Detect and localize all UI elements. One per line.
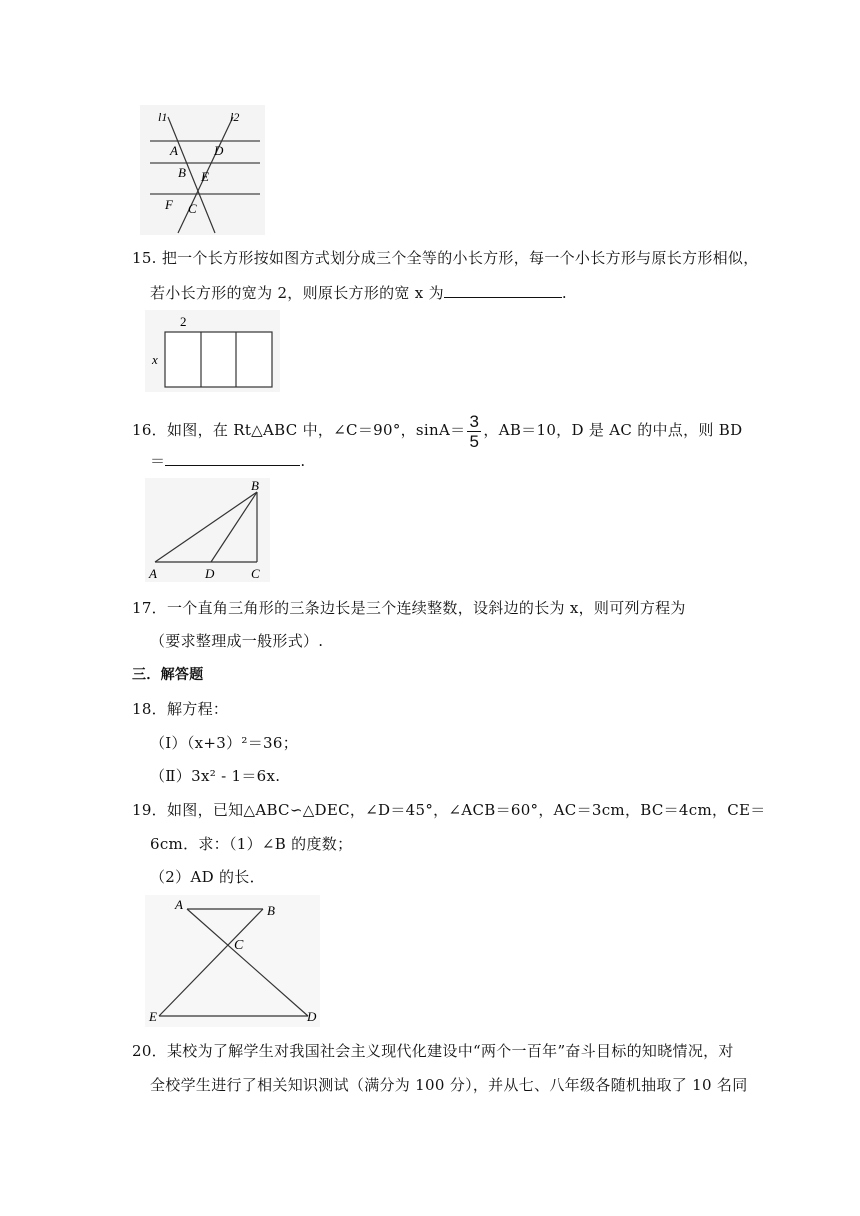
q17-line1: 17．一个直角三角形的三条边长是三个连续整数，设斜边的长为 x，则可列方程为 — [132, 599, 686, 617]
q16-eq: ＝ — [150, 452, 166, 470]
label-e: E — [149, 1009, 157, 1024]
q20-line2: 全校学生进行了相关知识测试（满分为 100 分），并从七、八年级各随机抽取了 10 名同 — [150, 1076, 748, 1094]
parallel-lines-figure — [140, 105, 265, 235]
q17-line2: （要求整理成一般形式）. — [150, 632, 324, 650]
q16-line1 — [132, 410, 742, 450]
q16-answer-blank — [165, 449, 300, 466]
label-a: A — [175, 897, 183, 912]
q19-line1: 19．如图，已知△ABC∽△DEC，∠D＝45°，∠ACB＝60°，AC＝3cm，BC＝4cm，CE＝ — [132, 801, 766, 819]
label-a: A — [149, 566, 157, 581]
label-c: C — [188, 201, 197, 216]
q16-line2 — [150, 449, 305, 472]
q16-text-b: ，AB＝10，D 是 AC 的中点，则 BD — [483, 421, 743, 439]
label-c: C — [234, 938, 244, 953]
rectangle-figure — [145, 310, 280, 392]
q15-period: . — [561, 284, 567, 302]
label-a: A — [170, 143, 178, 158]
label-d: D — [214, 143, 224, 158]
label-e: E — [201, 169, 209, 184]
label-l1: l1 — [158, 110, 168, 124]
label-f: F — [165, 197, 173, 212]
frac-numerator: 3 — [469, 411, 480, 431]
q18-part2: （Ⅱ）3x² - 1＝6x. — [150, 767, 281, 785]
label-x: x — [152, 352, 158, 367]
q19-line3: （2）AD 的长． — [150, 868, 265, 886]
fraction-3-5 — [467, 413, 481, 450]
frac-denominator: 5 — [469, 431, 480, 451]
label-b: B — [251, 478, 259, 493]
q15-line2 — [150, 281, 567, 304]
q16-period: . — [300, 452, 306, 470]
label-l2: l2 — [230, 110, 240, 124]
q15-text: 若小长方形的宽为 2，则原长方形的宽 x 为 — [150, 284, 444, 302]
similar-triangles-figure — [145, 895, 320, 1027]
q16-text-a: 16．如图，在 Rt△ABC 中，∠C＝90°，sinA＝ — [132, 421, 466, 439]
label-b: B — [267, 903, 275, 918]
q15-answer-blank — [444, 281, 562, 298]
q20-line1: 20．某校为了解学生对我国社会主义现代化建设中“两个一百年”奋斗目标的知晓情况，对 — [132, 1042, 734, 1060]
q19-line2: 6cm．求：（1）∠B 的度数； — [150, 835, 353, 853]
label-d: D — [205, 566, 215, 581]
label-b: B — [178, 165, 186, 180]
q15-line1: 15. 把一个长方形按如图方式划分成三个全等的小长方形，每一个小长方形与原长方形相似， — [132, 249, 759, 267]
right-triangle-figure — [145, 478, 270, 582]
label-2: 2 — [180, 314, 187, 329]
q18-part1: （Ⅰ）（x+3）²＝36； — [150, 734, 298, 752]
label-d: D — [307, 1009, 317, 1024]
q18-title: 18．解方程： — [132, 700, 229, 718]
label-c: C — [251, 566, 260, 581]
section-title: 三．解答题 — [132, 667, 204, 683]
